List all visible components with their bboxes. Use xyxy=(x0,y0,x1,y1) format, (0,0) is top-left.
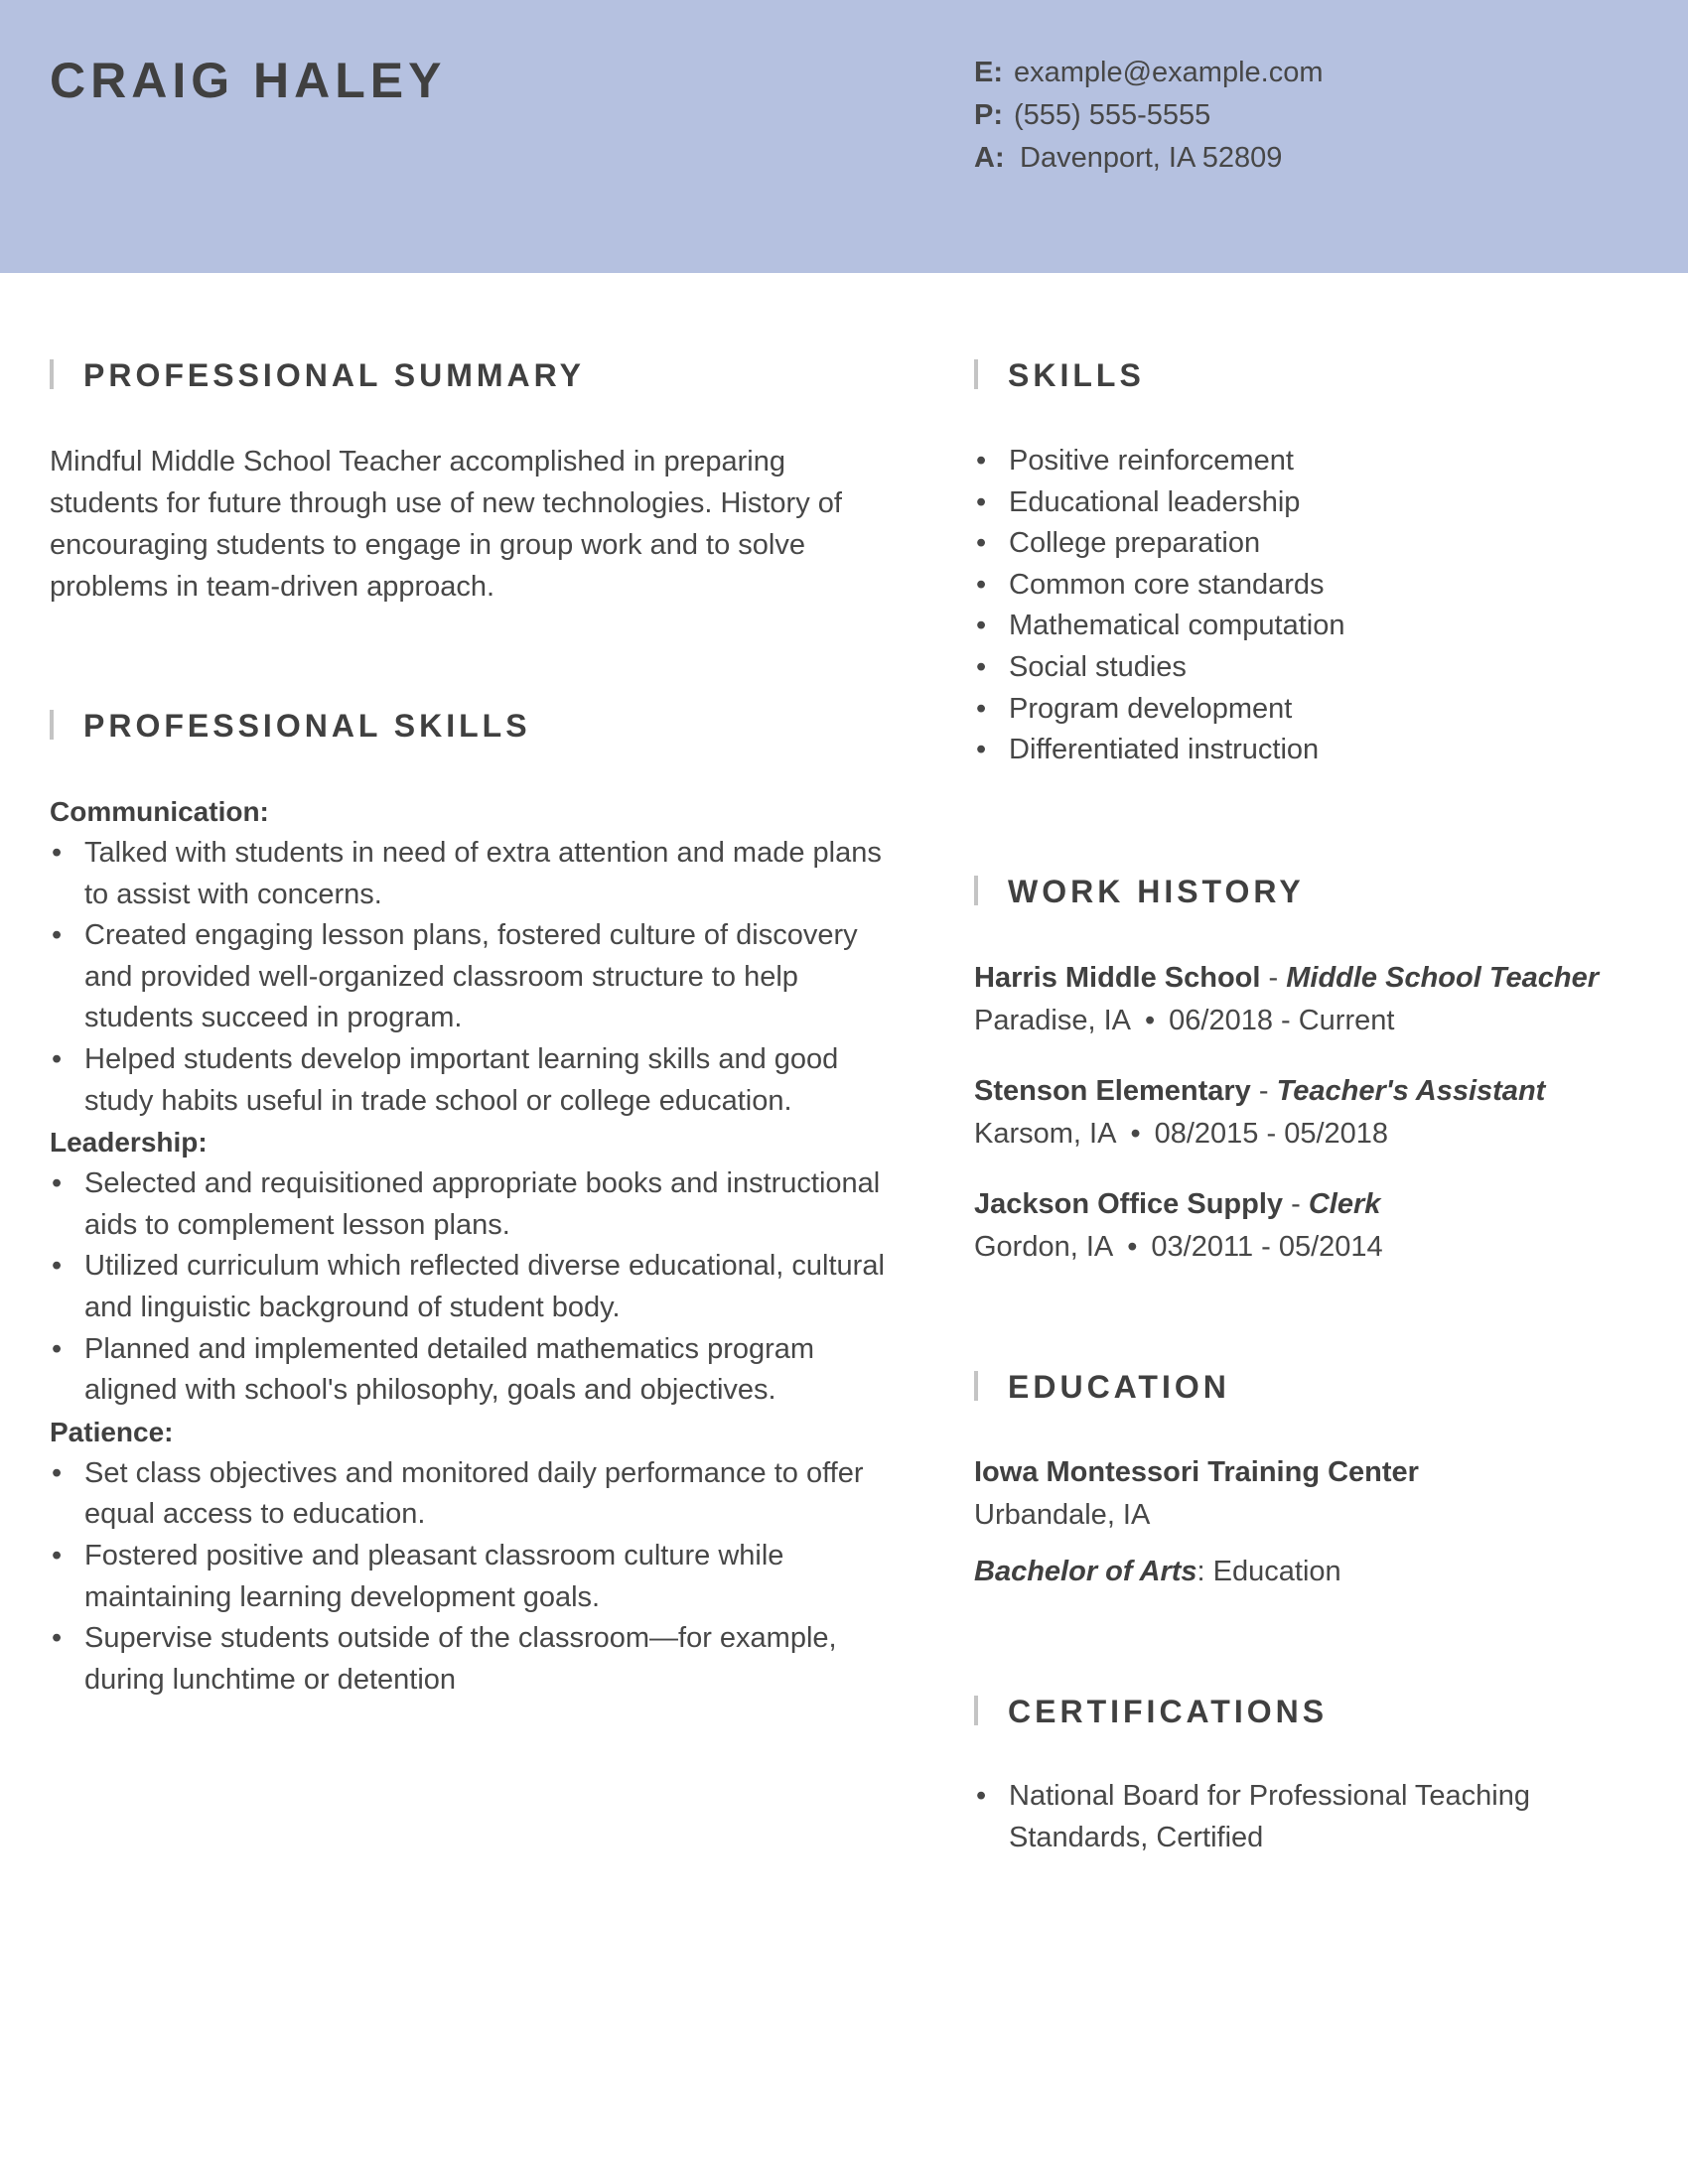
job-meta-line xyxy=(974,1226,1383,1269)
list-item: • Common core standards xyxy=(974,565,1649,607)
job-meta-line xyxy=(974,1113,1545,1156)
job-role: Teacher's Assistant xyxy=(1276,1075,1546,1107)
list-item: • Positive reinforcement xyxy=(974,441,1649,482)
list-item: • Mathematical computation xyxy=(974,606,1649,647)
job-role: Clerk xyxy=(1308,1188,1381,1220)
job-employer: Harris Middle School xyxy=(974,962,1261,994)
section-bar xyxy=(974,876,978,905)
job-employer: Jackson Office Supply xyxy=(974,1188,1284,1220)
list-item: • College preparation xyxy=(974,523,1649,565)
contact-block xyxy=(974,52,1324,180)
job-entry xyxy=(974,1183,1383,1269)
skill-group-items xyxy=(50,1453,894,1702)
phone-value[interactable]: (555) 555-5555 xyxy=(1014,99,1211,131)
candidate-name: CRAIG HALEY xyxy=(50,53,447,108)
list-item: • Helped students develop important learning skills and good study habits useful in trade school or college education. xyxy=(50,1039,894,1122)
list-item: • Fostered positive and pleasant classroom culture while maintaining learning development goals. xyxy=(50,1536,894,1618)
section-bar xyxy=(974,1371,978,1401)
list-item: • Talked with students in need of extra attention and made plans to assist with concerns. xyxy=(50,833,894,915)
certifications-list xyxy=(974,1776,1610,1858)
job-entry xyxy=(974,1070,1545,1156)
education-location: Urbandale, IA xyxy=(974,1499,1151,1531)
section-title-professional-skills: PROFESSIONAL SKILLS xyxy=(50,708,531,745)
skill-group-label: Leadership: xyxy=(50,1127,208,1159)
job-entry xyxy=(974,957,1599,1042)
list-item: • Planned and implemented detailed mathematics program aligned with school's philosophy, goals and objectives. xyxy=(50,1329,894,1412)
summary-text: Mindful Middle School Teacher accomplished in preparing students for future through use of new technologies. History of encouraging students to engage in group work and to solve problems in team-driven approach. xyxy=(50,446,842,603)
header-band xyxy=(0,0,1688,273)
list-item: • Educational leadership xyxy=(974,482,1649,524)
list-item: • Program development xyxy=(974,689,1649,731)
job-meta-line xyxy=(974,1000,1599,1042)
job-dates: 03/2011 - 05/2014 xyxy=(1151,1231,1383,1263)
contact-address xyxy=(974,137,1324,180)
skill-group-label: Patience: xyxy=(50,1416,174,1447)
address-value: Davenport, IA 52809 xyxy=(1020,142,1283,174)
section-bar xyxy=(974,1696,978,1725)
job-title-line: Jackson Office Supply - Clerk xyxy=(974,1188,1381,1220)
education-school: Iowa Montessori Training Center xyxy=(974,1456,1419,1488)
job-location: Paradise, IA xyxy=(974,1005,1131,1036)
list-item: • National Board for Professional Teaching Standards, Certified xyxy=(974,1776,1610,1858)
list-item: • Social studies xyxy=(974,647,1649,689)
job-role: Middle School Teacher xyxy=(1286,962,1600,994)
skill-group-items xyxy=(50,833,894,1122)
job-location: Gordon, IA xyxy=(974,1231,1114,1263)
section-bar xyxy=(50,710,54,740)
list-item: • Utilized curriculum which reflected diverse educational, cultural and linguistic background of student body. xyxy=(50,1246,894,1328)
list-item: • Set class objectives and monitored daily performance to offer equal access to education. xyxy=(50,1453,894,1536)
education-degree-line: Bachelor of Arts: Education xyxy=(974,1556,1341,1587)
separator-dot: • xyxy=(1130,1118,1141,1150)
separator-dot: • xyxy=(1144,1005,1156,1036)
education-degree: Bachelor of Arts xyxy=(974,1556,1197,1587)
job-title-line: Harris Middle School - Middle School Teacher xyxy=(974,962,1600,994)
professional-skills-list xyxy=(50,791,894,1701)
section-title-summary: PROFESSIONAL SUMMARY xyxy=(50,357,585,394)
section-title-skills: SKILLS xyxy=(974,357,1145,394)
list-item: • Differentiated instruction xyxy=(974,730,1649,771)
skills-list xyxy=(974,441,1649,771)
phone-label: P: xyxy=(974,99,1003,131)
job-dates: 06/2018 - Current xyxy=(1169,1005,1395,1036)
section-title-work-history: WORK HISTORY xyxy=(974,874,1305,910)
address-label: A: xyxy=(974,142,1005,174)
section-bar xyxy=(50,359,54,389)
education-field: Education xyxy=(1212,1556,1341,1587)
email-value[interactable]: example@example.com xyxy=(1014,57,1324,88)
skill-group-items xyxy=(50,1163,894,1412)
list-item: • Selected and requisitioned appropriate books and instructional aids to complement lesson plans. xyxy=(50,1163,894,1246)
job-employer: Stenson Elementary xyxy=(974,1075,1251,1107)
job-dates: 08/2015 - 05/2018 xyxy=(1154,1118,1389,1150)
section-title-certifications: CERTIFICATIONS xyxy=(974,1694,1328,1730)
skill-group-label: Communication: xyxy=(50,796,269,827)
list-item: • Created engaging lesson plans, fostered culture of discovery and provided well-organized classroom structure to help students succeed in program. xyxy=(50,915,894,1039)
separator-dot: • xyxy=(1127,1231,1138,1263)
section-title-education: EDUCATION xyxy=(974,1369,1230,1406)
section-bar xyxy=(974,359,978,389)
contact-email xyxy=(974,52,1324,94)
job-title-line: Stenson Elementary - Teacher's Assistant xyxy=(974,1075,1546,1107)
contact-phone xyxy=(974,94,1324,137)
email-label: E: xyxy=(974,57,1003,88)
education-entry xyxy=(974,1451,1419,1593)
job-location: Karsom, IA xyxy=(974,1118,1117,1150)
list-item: • Supervise students outside of the classroom—for example, during lunchtime or detention xyxy=(50,1618,894,1701)
